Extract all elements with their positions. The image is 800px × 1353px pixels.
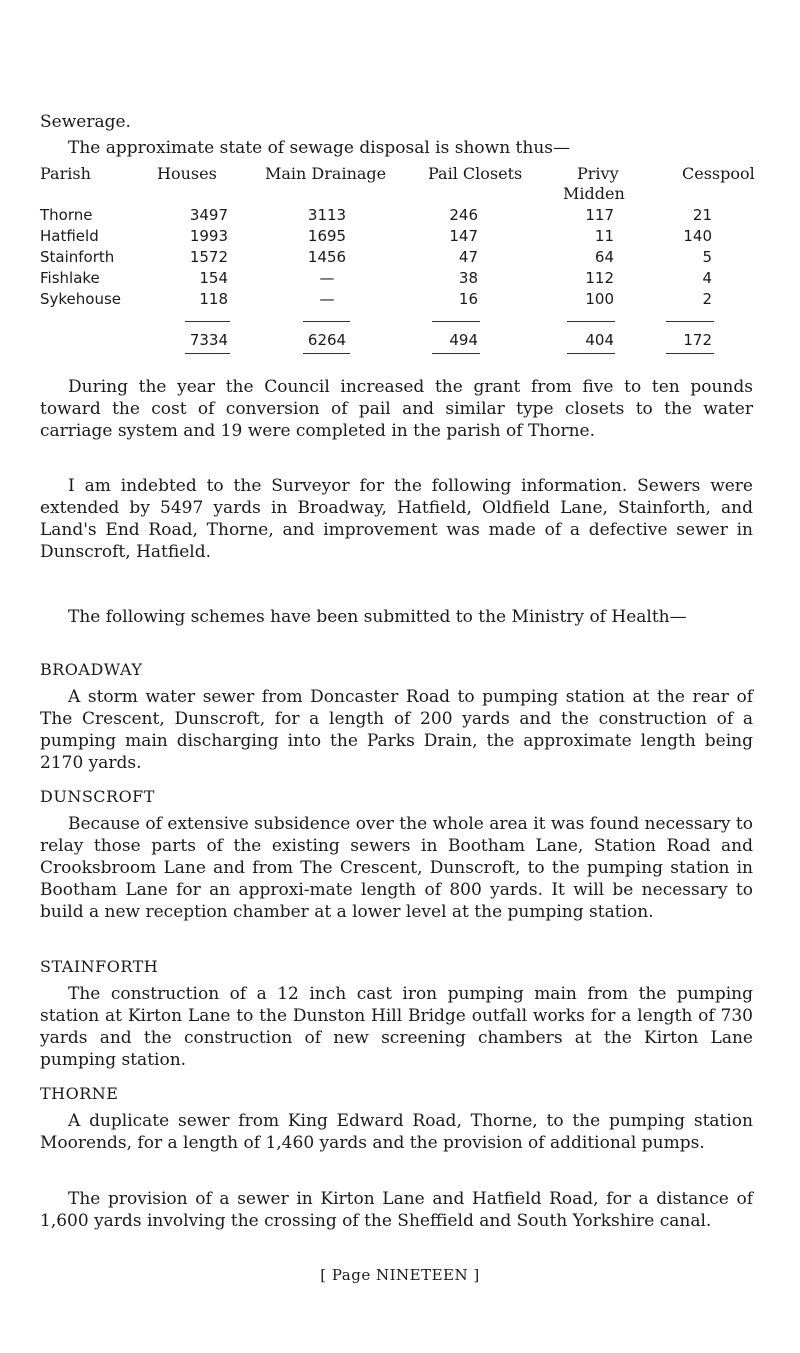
- total-rule: [432, 353, 480, 354]
- total-rule: [303, 353, 350, 354]
- paragraph-surveyor: I am indebted to the Surveyor for the following information. Sewers were extended by 5497 yards in Broadway, Hatfield, Oldfield Lane, Stainforth, and Land's End Road, Thorne, and improvement was made of a defective sewer in Dunscroft, Hatfield.: [40, 476, 753, 562]
- total-privy-midden: 404: [585, 331, 614, 349]
- scheme-text-thorne: A duplicate sewer from King Edward Road, Thorne, to the pumping station Moorends, for a length of 1,460 yards and the provision of additional pumps.: [40, 1111, 753, 1153]
- cell-pail-closets: 147: [449, 227, 478, 245]
- cell-pail-closets: 246: [449, 206, 478, 224]
- header-midden: Midden: [563, 184, 625, 203]
- cell-privy-midden: 112: [585, 269, 614, 287]
- total-rule: [303, 321, 350, 322]
- paragraph-grant: During the year the Council increased the grant from five to ten pounds toward the cost of conversion of pail and similar type closets to the water carriage system and 19 were completed in the parish of Thorne.: [40, 377, 753, 441]
- total-rule: [432, 321, 480, 322]
- cell-main-drainage: —: [319, 269, 335, 287]
- scheme-title-stainforth: STAINFORTH: [40, 957, 159, 976]
- cell-main-drainage: 3113: [307, 206, 347, 224]
- cell-houses: 3497: [189, 206, 228, 224]
- cell-main-drainage: 1695: [307, 227, 347, 245]
- table-row-parish: Fishlake: [40, 269, 100, 287]
- total-cesspool: 172: [683, 331, 712, 349]
- table-row-parish: Thorne: [40, 206, 93, 224]
- scheme-title-thorne: THORNE: [40, 1084, 119, 1103]
- table-row-parish: Stainforth: [40, 248, 115, 266]
- scheme-text-thorne-2: The provision of a sewer in Kirton Lane and Hatfield Road, for a distance of 1,600 yards involving the crossing of the Sheffield and South Yorkshire canal.: [40, 1189, 753, 1231]
- cell-houses: 118: [199, 290, 228, 308]
- cell-pail-closets: 47: [458, 248, 478, 266]
- cell-houses: 1572: [189, 248, 228, 266]
- header-main-drainage: Main Drainage: [265, 164, 387, 183]
- intro-text: The approximate state of sewage disposal is shown thus—: [68, 138, 571, 158]
- scheme-text-broadway: A storm water sewer from Doncaster Road to pumping station at the rear of The Crescent, Dunscroft, for a length of 200 yards and the construction of a pumping main discharging into the Parks Drain, the approximate length being 2170 yards.: [40, 687, 753, 773]
- section-title: Sewerage.: [40, 112, 131, 132]
- scheme-text-stainforth: The construction of a 12 inch cast iron pumping main from the pumping station at Kirton Lane to the Dunston Hill Bridge outfall works for a length of 730 yards and the construction of new screening chambers at the Kirton Lane pumping station.: [40, 984, 753, 1070]
- cell-pail-closets: 16: [458, 290, 478, 308]
- header-parish: Parish: [40, 164, 91, 183]
- cell-cesspool: 4: [702, 269, 712, 287]
- total-rule: [567, 353, 615, 354]
- cell-privy-midden: 100: [585, 290, 614, 308]
- cell-main-drainage: 1456: [307, 248, 347, 266]
- scheme-title-broadway: BROADWAY: [40, 660, 143, 679]
- total-rule: [666, 321, 714, 322]
- cell-cesspool: 2: [702, 290, 712, 308]
- header-pail-closets: Pail Closets: [428, 164, 523, 183]
- total-pail-closets: 494: [449, 331, 478, 349]
- cell-privy-midden: 11: [594, 227, 614, 245]
- cell-houses: 1993: [189, 227, 228, 245]
- total-main-drainage: 6264: [307, 331, 347, 349]
- scheme-title-dunscroft: DUNSCROFT: [40, 787, 155, 806]
- header-privy: Privy: [577, 164, 619, 183]
- total-rule: [666, 353, 714, 354]
- header-houses: Houses: [157, 164, 217, 183]
- total-houses: 7334: [189, 331, 228, 349]
- cell-cesspool: 140: [683, 227, 712, 245]
- cell-cesspool: 5: [702, 248, 712, 266]
- total-rule: [185, 353, 230, 354]
- cell-pail-closets: 38: [458, 269, 478, 287]
- table-row-parish: Hatfield: [40, 227, 99, 245]
- scheme-text-dunscroft: Because of extensive subsidence over the whole area it was found necessary to relay those parts of the existing sewers in Bootham Lane, Station Road and Crooksbroom Lane and from The Crescent, Dunscroft, to the pumping station in Bootham Lane for an approxi-mate length of 800 yards. It will be necessary to build a new reception chamber at a lower level at the pumping station.: [40, 814, 753, 922]
- cell-privy-midden: 117: [585, 206, 614, 224]
- header-cesspool: Cesspool: [682, 164, 755, 183]
- total-rule: [567, 321, 615, 322]
- cell-main-drainage: —: [319, 290, 335, 308]
- table-row-parish: Sykehouse: [40, 290, 122, 308]
- total-rule: [185, 321, 230, 322]
- cell-privy-midden: 64: [594, 248, 614, 266]
- paragraph-schemes-intro: The following schemes have been submitted to the Ministry of Health—: [68, 607, 687, 627]
- cell-cesspool: 21: [692, 206, 712, 224]
- page-number: [ Page NINETEEN ]: [320, 1266, 480, 1284]
- cell-houses: 154: [199, 269, 228, 287]
